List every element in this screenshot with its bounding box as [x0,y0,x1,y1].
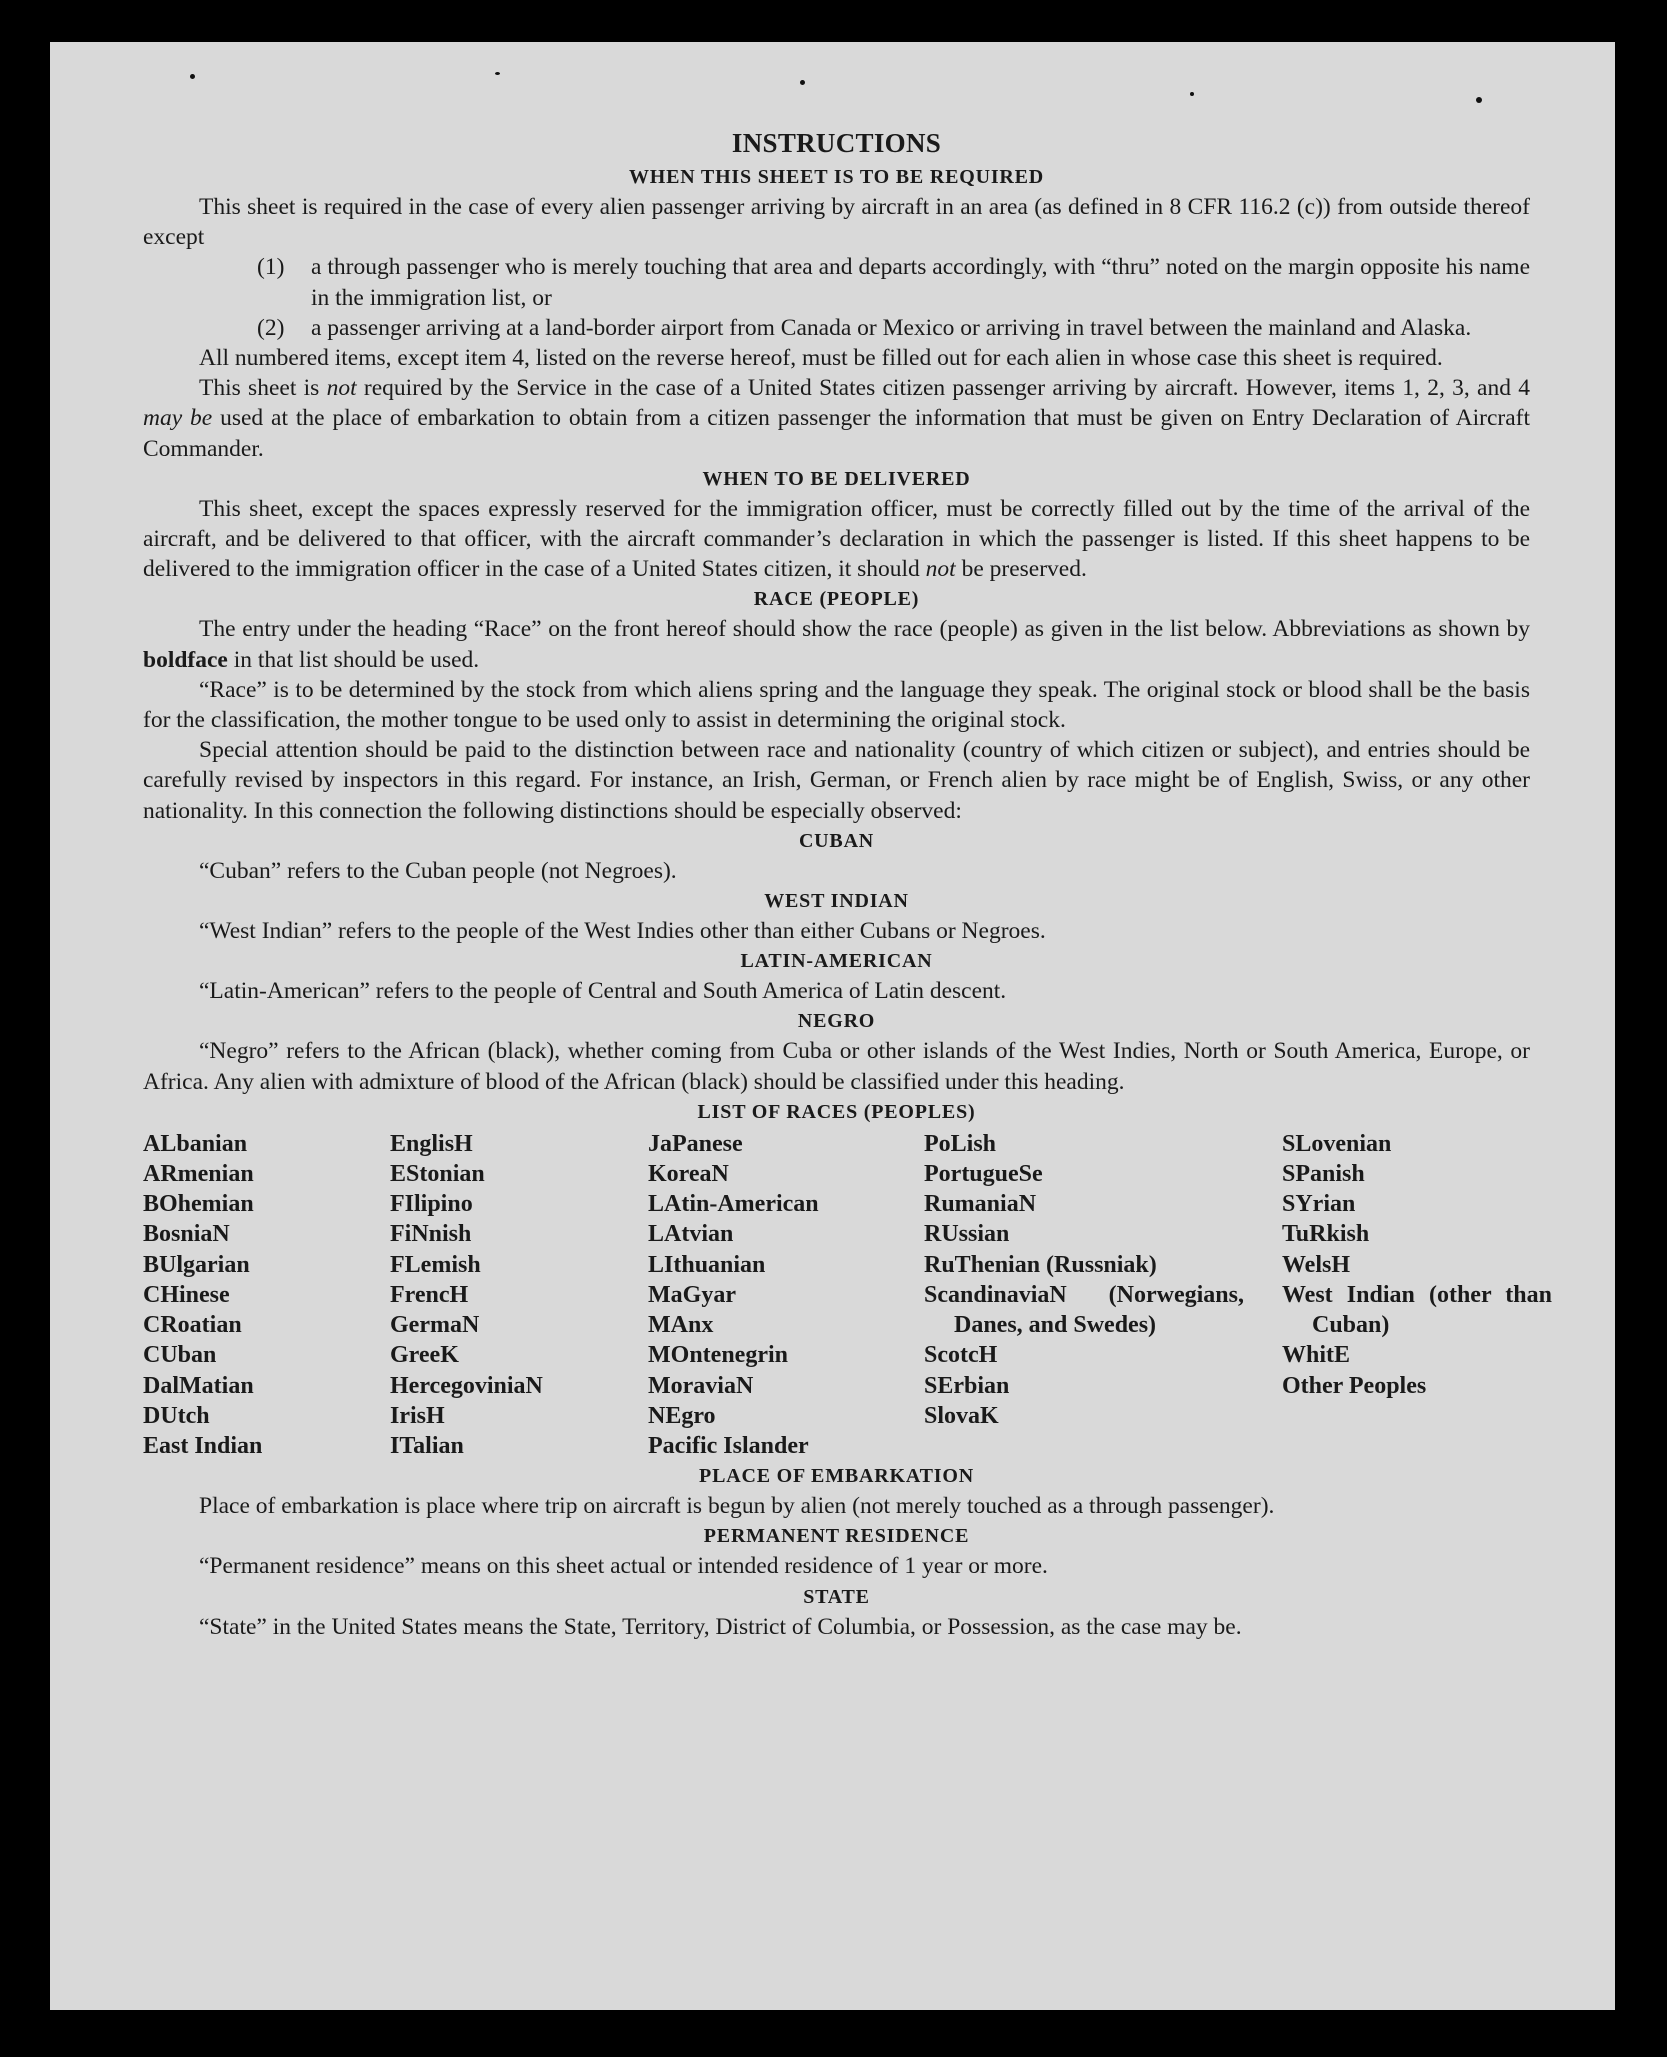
race-item: BosniaN [143,1221,230,1248]
race-item: HercegoviniaN [390,1372,543,1399]
heading-cuban: CUBAN [798,829,875,852]
race-item: LIthuanian [648,1251,766,1278]
page-title: INSTRUCTIONS [731,128,942,158]
scan-speck [190,74,195,79]
race-item: GreeK [390,1342,459,1369]
paragraph-negro: “Negro” refers to the African (black), whether coming from Cuba or other islands of the West Indies, North or South America, Europe, or Africa. Any alien with admixture of blood of the African (black) should be classified under this heading. [143,1038,1530,1095]
race-item: RumaniaN [924,1191,1037,1218]
race-item: BOhemian [143,1191,254,1218]
document-page [50,42,1615,2010]
race-item: WelsH [1282,1251,1351,1278]
exception-item-2 [257,313,1530,343]
race-item: East Indian [143,1432,263,1459]
race-item: PortugueSe [924,1161,1043,1188]
race-column [390,1129,648,1461]
race-item: TuRkish [1282,1221,1370,1248]
race-item: SLovenian [1282,1130,1392,1157]
instructions-content [143,124,1552,1642]
race-item: CUban [143,1342,217,1369]
heading-permanent-residence: PERMANENT RESIDENCE [703,1525,970,1548]
race-item: LAtin-American [648,1191,819,1218]
scan-speck [495,72,500,75]
race-column [924,1129,1282,1461]
race-item: ALbanian [143,1130,248,1157]
race-item: WhitE [1282,1342,1351,1369]
race-item: CHinese [143,1281,230,1308]
race-item: SErbian [924,1372,1010,1399]
race-item: MOntenegrin [648,1342,788,1369]
race-item: DalMatian [143,1372,254,1399]
race-item: ScotcH [924,1342,998,1369]
race-item: ITalian [390,1432,464,1459]
race-item: FIlipino [390,1191,473,1218]
heading-place-of-embarkation: PLACE OF EMBARKATION [699,1465,974,1488]
paragraph-citizen: This sheet is not required by the Service in the case of a United States citizen passenger arriving by aircraft. However, items 1, 2, 3, and 4 may be used at the place of embarkation to obtain from a citizen passenger the information that must be given on Entry Declaration of Aircraft Commander. [143,375,1530,462]
race-item: SPanish [1282,1161,1365,1188]
race-item: NEgro [648,1402,716,1429]
race-item: EStonian [390,1161,485,1188]
race-item: PoLish [924,1130,997,1157]
race-column [648,1129,924,1461]
heading-list-of-races: LIST OF RACES (PEOPLES) [697,1100,976,1123]
race-item: KoreaN [648,1161,729,1188]
paragraph-permanent-residence: “Permanent residence” means on this sheet actual or intended residence of 1 year or more. [199,1553,1048,1580]
race-item: CRoatian [143,1312,242,1339]
race-column [1282,1129,1552,1461]
scan-speck [1190,92,1194,96]
race-item: FrencH [390,1281,469,1308]
race-item: BUlgarian [143,1251,250,1278]
paragraph-state: “State” in the United States means the State, Territory, District of Columbia, or Possession, as the case may be. [199,1613,1242,1640]
paragraph-place-of-embarkation: Place of embarkation is place where trip on aircraft is begun by alien (not merely touched as a through passenger). [199,1493,1275,1520]
paragraph-race-entry: The entry under the heading “Race” on the front hereof should show the race (people) as given in the list below. Abbreviations as shown by boldface in that list should be used. [143,616,1530,673]
scan-speck [1476,97,1482,103]
race-item: MaGyar [648,1281,736,1308]
item-number: (1) [257,254,285,281]
race-item: LAtvian [648,1221,734,1248]
race-item: JaPanese [648,1130,743,1157]
item-number: (2) [257,314,285,341]
race-item: DUtch [143,1402,210,1429]
heading-negro: NEGRO [797,1010,876,1033]
race-item: MAnx [648,1312,714,1339]
race-item: MoraviaN [648,1372,754,1399]
heading-west-indian: WEST INDIAN [764,890,909,913]
heading-race: RACE (PEOPLE) [753,588,920,611]
scan-speck [800,80,805,85]
race-item: SYrian [1282,1191,1356,1218]
race-item: RUssian [924,1221,1010,1248]
race-item: ScandinaviaN (Norwegians, Danes, and Swedes) [924,1281,1244,1339]
race-item: FLemish [390,1251,481,1278]
race-item: EnglisH [390,1130,473,1157]
paragraph-numbered-items: All numbered items, except item 4, listed on the reverse hereof, must be filled out for each alien in whose case this sheet is required. [199,345,1443,372]
race-item: IrisH [390,1402,445,1429]
race-item: ARmenian [143,1161,254,1188]
race-item: Other Peoples [1282,1372,1427,1399]
paragraph-delivered: This sheet, except the spaces expressly reserved for the immigration officer, must be correctly filled out by the time of the arrival of the aircraft, and be delivered to that officer, with the aircraft commander’s declaration in which the passenger is listed. If this sheet happens to be delivered to the immigration officer in the case of a United States citizen, it should not be preserved. [143,495,1530,583]
race-item: SlovaK [924,1402,999,1429]
race-list [143,1129,1552,1461]
paragraph-west-indian: “West Indian” refers to the people of the West Indies other than either Cubans or Negroes. [199,918,1046,945]
heading-state: STATE [803,1585,870,1608]
item-text: a passenger arriving at a land-border airport from Canada or Mexico or arriving in travel between the mainland and Alaska. [311,314,1472,341]
race-item: West Indian (other than Cuban) [1282,1281,1552,1339]
paragraph-race-nationality: Special attention should be paid to the distinction between race and nationality (country of which citizen or subject), and entries should be carefully revised by inspectors in this regard. For instance, an Irish, German, or French alien by race might be of English, Swiss, or any other nationality. In this connection the following distinctions should be especially observed: [143,737,1530,824]
paragraph-latin-american: “Latin-American” refers to the people of Central and South America of Latin descent. [199,978,1007,1005]
race-item: GermaN [390,1312,480,1339]
heading-when-delivered: WHEN TO BE DELIVERED [702,467,971,490]
exception-item-1 [257,252,1530,312]
paragraph-race-stock: “Race” is to be determined by the stock from which aliens spring and the language they speak. The original stock or blood shall be the basis for the classification, the mother tongue to be used only to assist in determining the original stock. [143,676,1530,734]
race-item: FiNnish [390,1221,472,1248]
race-item: Pacific Islander [648,1432,809,1459]
item-text: a through passenger who is merely touching that area and departs accordingly, with “thru” noted on the margin opposite his name in the immigration list, or [311,254,1530,311]
race-item: RuThenian (Russniak) [924,1251,1157,1278]
heading-latin-american: LATIN-AMERICAN [740,950,933,973]
paragraph-required: This sheet is required in the case of every alien passenger arriving by aircraft in an area (as defined in 8 CFR 116.2 (c)) from outside thereof except [143,194,1530,251]
heading-when-required: WHEN THIS SHEET IS TO BE REQUIRED [628,166,1045,188]
paragraph-cuban: “Cuban” refers to the Cuban people (not Negroes). [199,857,677,884]
race-column [143,1129,390,1461]
